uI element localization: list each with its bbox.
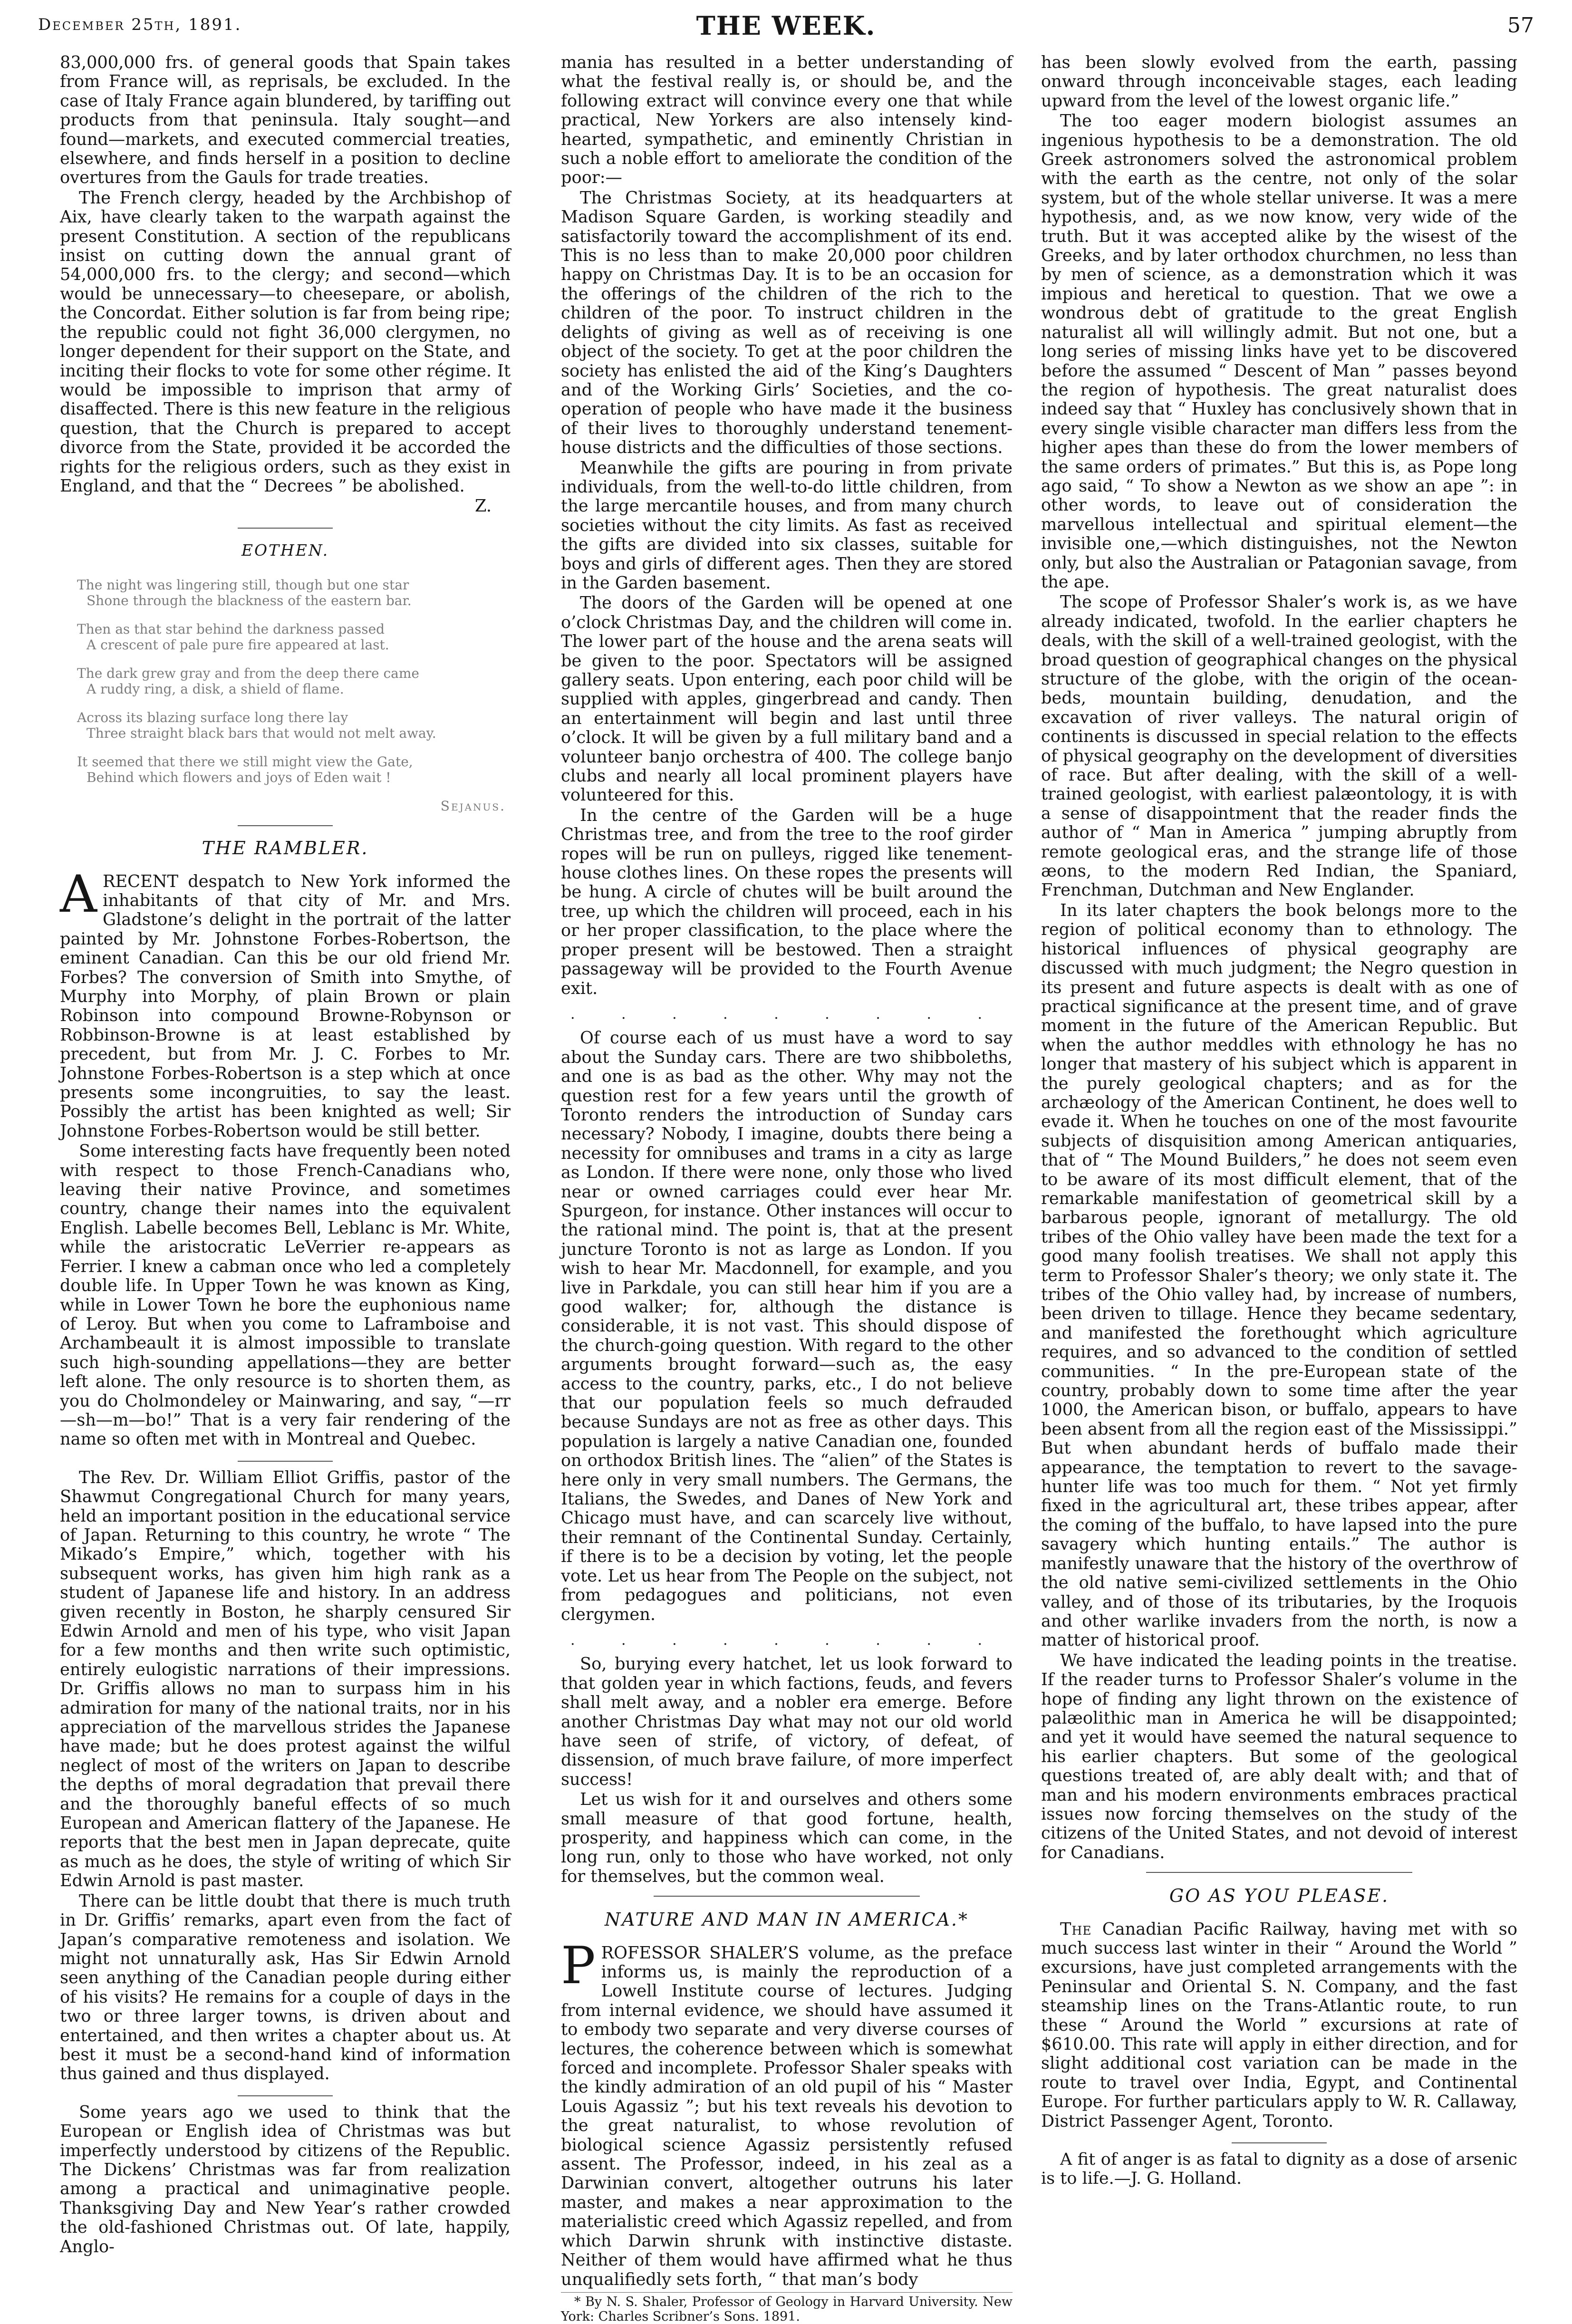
section-divider: [1232, 2142, 1327, 2143]
poem-author: Sejanus.: [440, 798, 506, 814]
paragraph: Some years ago we used to think that the European or English idea of Christmas was but imperfectly understood by citizens of the Republic. The Dickens’ Christmas was far from realization among a practical and unimaginative people. Thanksgiving Day and New Year’s rather crowded the old-fashioned Christmas out. Of late, happily, Anglo-: [60, 2102, 511, 2256]
paragraph: The too eager modern biologist assumes an ingenious hypothesis to be a demonstration. The old Greek astronomers solved the astronomical problem with the earth as the centre, not only of the solar system, but of the whole stellar universe. It was a mere hypothesis, and, as we now know, very wide of the truth. But it was accepted alike by the wisest of the Greeks, and by later orthodox churchmen, no less than by men of science, as a demonstration which it was impious and heretical to question. That we owe a wondrous debt of gratitude to the great English naturalist all will willingly admit. But not one, but a long series of missing links have yet to be discovered before the assumed “ Descent of Man ” passes beyond the region of hypothesis. The great naturalist does indeed say that “ Huxley has conclusively shown that in every single visible character man differs less from the higher apes than these do from the lower members of the same orders of primates.” But this is, as Pope long ago said, “ To show a Newton as we show an ape ”: in other words, to leave out of consideration the marvellous intellectual and spiritual element—the invisible one,—which distinguishes, not the Newton only, but also the Australian or Patagonian savage, from the ape.: [1041, 111, 1517, 592]
section-divider: [1146, 1872, 1412, 1873]
paragraph: The doors of the Garden will be opened at one o’clock Christmas Day, and the children will come in. The lower part of the house and the arena seats will be given to the poor. Spectators will be assigned gallery seats. Upon entering, each poor child will be supplied with apples, gingerbread and candy. Then an entertainment will begin and last until three o’clock. It will be given by a full military band and a volunteer banjo orchestra of 400. The college banjo clubs and nearly all local prominent players have volunteered for this.: [561, 593, 1013, 805]
poem-line: It seemed that there we still might view the Gate,: [77, 754, 413, 770]
section-divider: [238, 1461, 333, 1462]
paragraph: The scope of Professor Shaler’s work is, as we have already indicated, twofold. In the earlier chapters he deals, with the skill of a well-trained geologist, with the broad question of geographical changes on the physical structure of the globe, with the origin of the ocean-beds, mountain building, denudation, and the excavation of river valleys. The natural origin of continents is discussed in special relation to the effects of physical geography on the development of diversities of race. But after dealing, with the skill of a well-trained geologist, with earliest palæontology, it is with a sense of disappointment that the reader finds the author of “ Man in America ” jumping abruptly from remote geological eras, and the strange life of those æons, to the modern Red Indian, the Spaniard, Frenchman, Dutchman and New Englander.: [1041, 592, 1517, 900]
poem-line: A crescent of pale pure fire appeared at last.: [87, 637, 389, 653]
poem-line: Behind which flowers and joys of Eden wait !: [87, 770, 391, 786]
section-dots: . . . . . . . . .: [570, 1631, 1003, 1649]
paragraph: In its later chapters the book belongs more to the region of political economy than to ethnology. The historical influences of physical geography are discussed with much judgment; the Negro question in its present and future aspects is dealt with as one of practical significance at the present time, and of grave moment in the future of the American Republic. But when the author meddles with ethnology he has no longer that mastery of his subject which is apparent in the purely geological chapters; and as for the archæology of the American Continent, he does well to evade it. When he touches on one of the most favourite subjects of disquisition among American antiquaries, that of “ The Mound Builders,” he does not seem even to be aware of its most difficult element, that of the remarkable manifestation of geometrical skill by a barbarous people, ignorant of metallurgy. The old tribes of the Ohio valley have been made the text for a good many foolish treatises. We shall not apply this term to Professor Shaler’s theory; we only state it. The tribes of the Ohio valley had, by increase of numbers, been driven to tillage. Hence they became sedentary, and manifested the forethought which agriculture requires, and so advanced to the condition of settled communities. “ In the pre-European state of the country, probably down to some time after the year 1000, the American bison, or buffalo, appears to have been absent from all the region east of the Mississippi.” But when abundant herds of buffalo made their appearance, the temptation to revert to the savage-hunter life was too much for them. “ Not yet firmly fixed in the agricultural art, these tribes appear, after the coming of the buffalo, to have lapsed into the pure savagery which hunting entails.” The author is manifestly unaware that the history of the overthrow of the old native semi-civilized settlements in the Ohio valley, and of those of its tributaries, by the Iroquois and other warlike invaders from the north, is now a matter of historical proof.: [1041, 900, 1517, 1650]
section-divider: [238, 2095, 333, 2096]
poem-line: The dark grew gray and from the deep there came: [77, 665, 419, 682]
paragraph: A RECENT despatch to New York informed the inhabitants of that city of Mr. and Mrs. Gladstone’s delight in the portrait of the latter painted by Mr. Johnstone Forbes-Robertson, the eminent Canadian. Can this be our old friend Mr. Forbes? The conversion of Smith into Smythe, of Murphy into Morphy, of plain Brown or plain Robinson into compound Browne-Robynson or Robbinson-Browne is at least established by precedent, but from Mr. J. C. Forbes to Mr. Johnstone Forbes-Robertson is a step which at once presents some incongruities, to say the least. Possibly the artist has been knighted as well; Sir Johnstone Forbes-Robertson would be still better.: [60, 864, 511, 1141]
signature: Z.: [474, 496, 492, 516]
publication-title: THE WEEK.: [696, 10, 876, 41]
paragraph: Some interesting facts have frequently been noted with respect to those French-Canadians who, leaving their native Province, and sometimes country, change their names into the equivalent English. Labelle becomes Bell, Leblanc is Mr. White, while the aristocratic LeVerrier re-appears as Ferrier. I knew a cabman once who led a completely double life. In Upper Town he was known as King, while in Lower Town he bore the euphonious name of Leroy. But when you come to Laframboise and Archambeault it is almost impossible to translate such high-sounding appellations—they are better left alone. The only resource is to shorten them, as you do Cholmondeley or Mainwaring, and say, “—rr—sh—m—bo!” That is a very fair rendering of the name so often met with in Montreal and Quebec.: [60, 1141, 511, 1449]
paragraph: The Christmas Society, at its headquarters at Madison Square Garden, is working steadily and satisfactorily toward the accomplishment of its end. This is no less than to make 20,000 poor children happy on Christmas Day. It is to be an occasion for the offerings of the children of the rich to the children of the poor. To instruct children in the delights of giving as well as of receiving is one object of the society. To get at the poor children the society has enlisted the aid of the King’s Daughters and of the Working Girls’ Societies, and the co-operation of people who have made it the business of their lives to thoroughly understand tenement-house districts and the difficulties of those sections.: [561, 188, 1013, 458]
column-2: [561, 53, 1013, 2324]
drop-cap: A: [60, 864, 97, 924]
poem-line: Three straight black bars that would not melt away.: [87, 725, 436, 742]
poem-line: Shone through the blackness of the eastern bar.: [87, 593, 412, 609]
poem-line: A ruddy ring, a disk, a shield of flame.: [87, 681, 344, 697]
masthead: [38, 9, 1534, 46]
closing-quote: A fit of anger is as fatal to dignity as a dose of arsenic is to life.—J. G. Holland.: [1041, 2150, 1517, 2189]
section-divider: [238, 825, 333, 826]
paragraph: The Rev. Dr. William Elliot Griffis, pastor of the Shawmut Congregational Church for many years, held an important position in the educational service of Japan. Returning to this country, he wrote “ The Mikado’s Empire,” which, together with his subsequent works, has given him high rank as a student of Japanese life and history. In an address given recently in Boston, he sharply censured Sir Edwin Arnold and men of his type, who visit Japan for a few months and then write such optimistic, entirely eulogistic narrations of their impressions. Dr. Griffis allows no man to surpass him in his admiration for many of the national traits, nor in his appreciation of the marvellous strides the Japanese have made; but he does protest against the wilful neglect of most of the writers on Japan to describe the depths of moral degradation that prevail there and the thoroughly baneful effects of so much European and American flattery of the Japanese. He reports that the best men in Japan deprecate, quite as much as he does, the style of writing of which Sir Edwin Arnold is past master.: [60, 1467, 511, 1891]
paragraph: There can be little doubt that there is much truth in Dr. Griffis’ remarks, apart even from the fact of Japan’s comparative remoteness and isolation. We might not unnaturally ask, Has Sir Edwin Arnold seen anything of the Canadian people during either of his visits? He remains for a couple of days in the two or three larger towns, is driven about and entertained, and then writes a chapter about us. At best it must be a second-hand kind of information thus gained and thus displayed.: [60, 1891, 511, 2084]
section-title-go-as-you-please: GO AS YOU PLEASE.: [1169, 1885, 1389, 1907]
paragraph: mania has resulted in a better understanding of what the festival really is, or should be, and the following extract will convince every one that while practical, New Yorkers are also intensely kind-hearted, sympathetic, and eminently Christian in such a noble effort to ameliorate the condition of the poor:—: [561, 53, 1013, 188]
section-divider: [654, 1896, 920, 1897]
section-title-rambler: THE RAMBLER.: [202, 838, 369, 859]
page-number: 57: [1507, 13, 1534, 38]
issue-date: December 25th, 1891.: [38, 15, 242, 34]
column-3: [1041, 53, 1517, 2189]
column-1: [60, 53, 511, 2257]
poem-line: Across its blazing surface long there lay: [77, 710, 348, 726]
paragraph: We have indicated the leading points in the treatise. If the reader turns to Professor Shaler’s volume in the hope of finding any light thrown on the existence of palæolithic man in America he will be disappointed; and yet it would have seemed the natural sequence to his earlier chapters. But some of the geological questions treated of, are ably dealt with; and that of man and his modern environments embraces practical issues now forcing themselves on the study of the citizens of the United States, and not devoid of interest for Canadians.: [1041, 1650, 1517, 1862]
paragraph: 83,000,000 frs. of general goods that Spain takes from France will, as reprisals, be excluded. In the case of Italy France again blundered, by tariffing out products from that peninsula. Italy sought—and found—markets, and executed commercial treaties, elsewhere, and finds herself in a position to decline overtures from the Gauls for trade treaties.: [60, 53, 511, 188]
paragraph: In the centre of the Garden will be a huge Christmas tree, and from the tree to the roof girder ropes will be run on pulleys, rigged like tenement-house clothes lines. On these ropes the presents will be hung. A circle of chutes will be built around the tree, up which the children will proceed, each in his or her proper classification, to the place where the proper present will be bestowed. Then a straight passageway will be provided to the Fourth Avenue exit.: [561, 805, 1013, 998]
paragraph: has been slowly evolved from the earth, passing onward through inconceivable stages, each leading upward from the level of the lowest organic life.”: [1041, 53, 1517, 111]
poem-line: Then as that star behind the darkness passed: [77, 621, 385, 637]
section-title-nature: NATURE AND MAN IN AMERICA.*: [605, 1909, 969, 1930]
paragraph: Let us wish for it and ourselves and others some small measure of that good fortune, health, prosperity, and happiness which can come, in the long run, only to those who have worked, not only for themselves, but the common weal.: [561, 1790, 1013, 1886]
paragraph: PROFESSOR SHALER’S volume, as the preface informs us, is mainly the reproduction of a Lowell Institute course of lectures. Judging from internal evidence, we should have assumed it to embody two separate and very diverse courses of lectures, the coherence between which is somewhat forced and incomplete. Professor Shaler speaks with the kindly admiration of an old pupil of his “ Master Louis Agassiz ”; but his text reveals his devotion to the great naturalist, to whose revolution of biological science Agassiz persistently refused assent. The Professor, indeed, in his zeal as a Darwinian convert, altogether outruns his later master, and makes a near approximation to the materialistic creed which Agassiz repelled, and from which Darwin shrunk with instinctive distaste. Neither of them would have affirmed what he thus unqualifiedly sets forth, “ that man’s body: [561, 1936, 1013, 2289]
paragraph: So, burying every hatchet, let us look forward to that golden year in which factions, feuds, and fevers shall melt away, and a nobler era emerge. Before another Christmas Day what may not our old world have seen of strife, of victory, of defeat, of dissension, of much brave failure, of more imperfect success!: [561, 1654, 1013, 1789]
section-dots: . . . . . . . . .: [570, 1005, 1003, 1022]
paragraph: Meanwhile the gifts are pouring in from private individuals, from the well-to-do little children, from the large mercantile houses, and from many church societies without the city limits. As fast as received the gifts are divided into six classes, suitable for boys and girls of different ages. Then they are stored in the Garden basement.: [561, 458, 1013, 593]
section-divider: [238, 528, 333, 529]
poem-line: The night was lingering still, though but one star: [77, 577, 409, 593]
poem: [77, 577, 511, 814]
paragraph: The Canadian Pacific Railway, having met with so much success last winter in their “ Around the World ” excursions, have just completed arrangements with the Peninsular and Oriental S. N. Company, and the fast steamship lines on the Trans-Atlantic route, to run these “ Around the World ” excursions at rate of $610.00. This rate will apply in either direction, and for slight additional cost variation can be made in the route to travel over India, Egypt, and Continental Europe. For further particulars apply to W. R. Callaway, District Passenger Agent, Toronto.: [1041, 1919, 1517, 2131]
drop-cap: P: [561, 1936, 596, 1996]
paragraph: Of course each of us must have a word to say about the Sunday cars. There are two shibboleths, and one is as bad as the other. Why may not the question rest for a few years until the growth of Toronto renders the introduction of Sunday cars necessary? Nobody, I imagine, doubts there being a necessity for omnibuses and trams in a city as large as London. If there were none, only those who lived near or owned carriages could ever hear Mr. Spurgeon, for instance. Other instances will occur to the rational mind. The point is, that at the present juncture Toronto is not as large as London. If you wish to hear Mr. Macdonnell, for example, and you live in Parkdale, you can still hear him if you are a good walker; for, although the distance is considerable, it is not vast. This should dispose of the church-going question. With regard to the other arguments brought forward—such as, the easy access to the country, parks, etc., I do not believe that our population feels so much defrauded because Sundays are not as free as other days. This population is largely a native Canadian one, founded on orthodox British lines. The “alien” of the States is here only in very small numbers. The Germans, the Italians, the Swedes, and Danes of New York and Chicago must have, and can scarcely live without, their remnant of the Continental Sunday. Certainly, if there is to be a decision by voting, let the people vote. Let us hear from The People on the subject, not from pedagogues and politicians, not even clergymen.: [561, 1028, 1013, 1624]
poem-title: EOTHEN.: [241, 540, 329, 559]
footnote: * By N. S. Shaler, Professor of Geology in Harvard University. New York: Charles Scribner’s Sons. 1891.: [561, 2292, 1013, 2324]
paragraph: The French clergy, headed by the Archbishop of Aix, have clearly taken to the warpath against the present Constitution. A section of the republicans insist on cutting down the annual grant of 54,000,000 frs. to the clergy; and second—which would be unnecessary—to cheeseparе, or abolish, the Concordat. Either solution is far from being ripe; the republic could not fight 36,000 clergymen, no longer dependent for their support on the State, and inciting their flocks to vote for some other régime. It would be impossible to imprison that army of disaffected. There is this new feature in the religious question, that the Church is prepared to accept divorce from the State, provided it be accorded the rights for the religious orders, such as they exist in England, and that the “ Decrees ” be abolished.: [60, 188, 511, 496]
